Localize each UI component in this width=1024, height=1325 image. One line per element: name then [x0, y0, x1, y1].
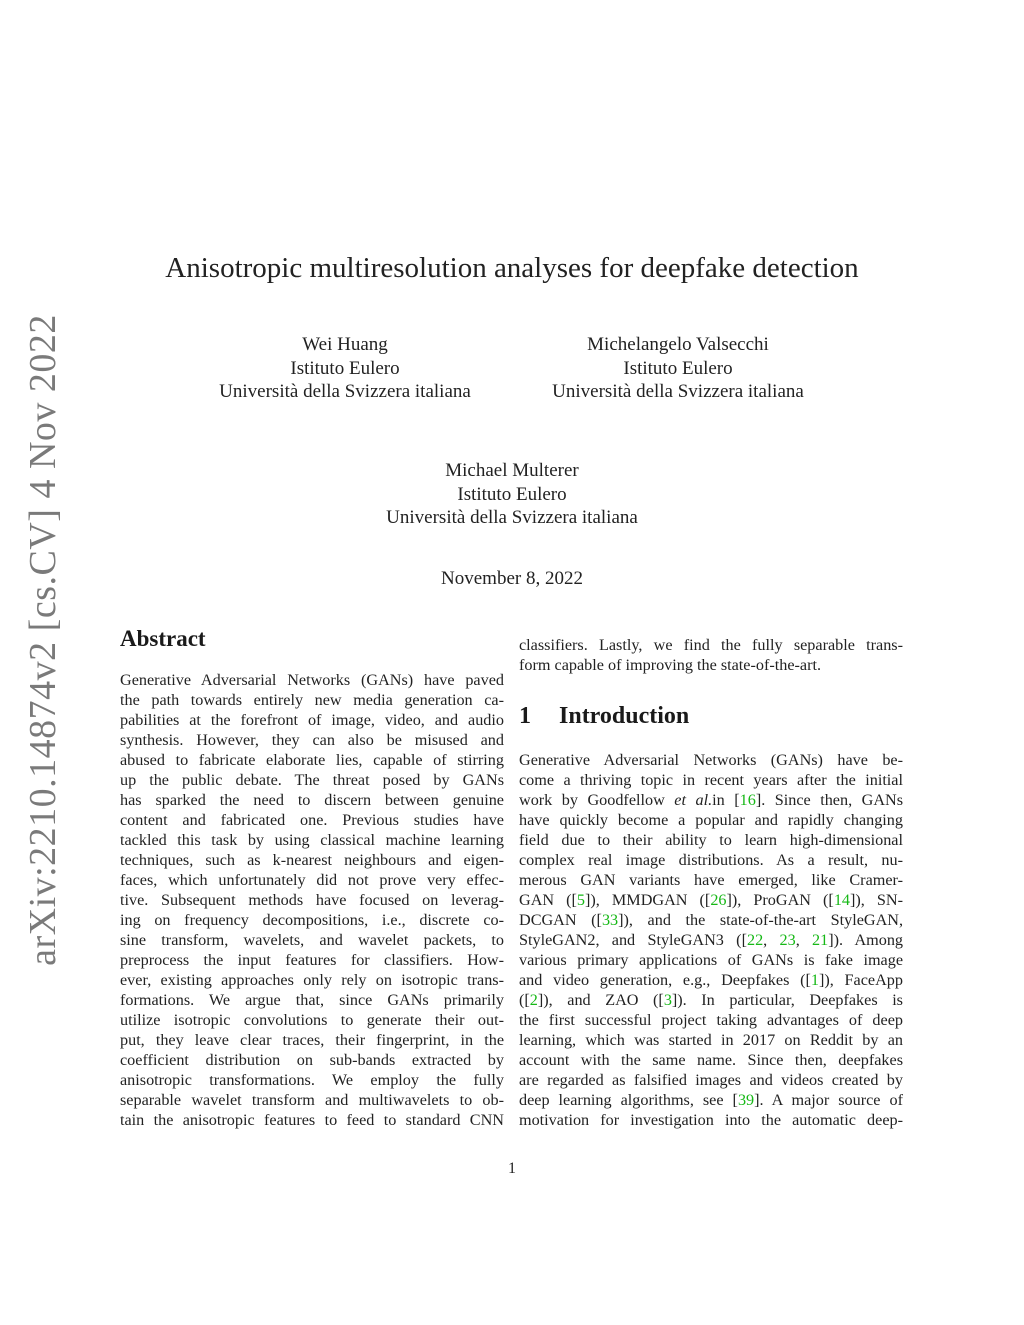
arxiv-identifier-stamp: arXiv:2210.14874v2 [cs.CV] 4 Nov 2022 — [22, 314, 64, 966]
author-block — [527, 333, 829, 404]
abstract-line: anisotropic transformations. We employ the fully — [120, 1071, 504, 1089]
citation-link[interactable]: 26 — [710, 891, 727, 909]
intro-line: are regarded as falsified images and videos created by — [519, 1071, 903, 1089]
abstract-line: techniques, such as k-nearest neighbours and eigen- — [120, 851, 504, 869]
intro-line: GAN ([5]), MMDGAN ([26]), ProGAN ([14]), SN- — [519, 891, 903, 909]
abstract-line: content and fabricated one. Previous studies have — [120, 811, 504, 829]
abstract-line: form capable of improving the state-of-the-art. — [519, 656, 822, 674]
citation-link[interactable]: 3 — [663, 991, 672, 1009]
abstract-line: tackled this task by using classical machine learning — [120, 831, 504, 849]
intro-line: field due to their ability to learn high-dimensional — [519, 831, 903, 849]
abstract-line: ever, existing approaches only rely on isotropic trans- — [120, 971, 504, 989]
introduction-body — [519, 750, 903, 1130]
abstract-line: synthesis. However, they can also be misused and — [120, 731, 504, 749]
abstract-line: up the public debate. The threat posed by GANs — [120, 771, 504, 789]
section-number: 1 — [519, 703, 531, 729]
abstract-line: formations. We argue that, since GANs primarily — [120, 991, 504, 1009]
abstract-line: preprocess the input features for classifiers. How- — [120, 951, 504, 969]
author-institute: Istituto Eulero — [623, 357, 733, 379]
intro-line: various primary applications of GANs is fake image — [519, 951, 903, 969]
author-institute: Istituto Eulero — [457, 483, 567, 505]
abstract-line: abused to fabricate elaborate lies, capable of stirring — [120, 751, 504, 769]
author-university: Università della Svizzera italiana — [552, 381, 804, 402]
intro-line: StyleGAN2, and StyleGAN3 ([22, 23, 21]). Among — [519, 931, 904, 949]
author-name: Michelangelo Valsecchi — [587, 334, 769, 355]
intro-line: merous GAN variants have emerged, like Cramer- — [519, 871, 903, 889]
abstract-line: pabilities at the forefront of image, video, and audio — [120, 711, 504, 729]
abstract-line: sine transform, wavelets, and wavelet packets, to — [120, 931, 504, 949]
abstract-line: put, they leave clear traces, their fingerprint, in the — [120, 1031, 504, 1049]
abstract-line: classifiers. Lastly, we find the fully separable trans- — [519, 636, 903, 654]
intro-line: deep learning algorithms, see [39]. A major source of — [519, 1091, 903, 1109]
page-number: 1 — [508, 1160, 516, 1177]
section-heading-introduction — [519, 703, 689, 730]
intro-line: account with the same name. Since then, deepfakes — [519, 1051, 903, 1069]
abstract-continuation — [519, 635, 903, 675]
citation-link[interactable]: 1 — [810, 971, 819, 989]
citation-link[interactable]: 14 — [833, 891, 850, 909]
abstract-line: tive. Subsequent methods have focused on leverag- — [120, 891, 504, 909]
abstract-line: utilize isotropic convolutions to generate their out- — [120, 1011, 504, 1029]
intro-line: and video generation, e.g., Deepfakes ([1]), FaceApp — [519, 971, 903, 989]
citation-link[interactable]: 5 — [576, 891, 586, 909]
author-name: Wei Huang — [302, 334, 388, 355]
citation-link[interactable]: 22 — [746, 931, 764, 949]
paper-title: Anisotropic multiresolution analyses for deepfake detection — [165, 252, 859, 284]
intro-line: complex real image distributions. As a result, nu- — [519, 851, 903, 869]
abstract-line: Generative Adversarial Networks (GANs) have paved — [120, 671, 504, 689]
intro-line: the first successful project taking advantages of deep — [519, 1011, 903, 1029]
citation-link[interactable]: 39 — [737, 1091, 755, 1109]
author-block — [362, 459, 662, 530]
intro-line: have quickly become a popular and rapidly changing — [519, 811, 903, 829]
author-name: Michael Multerer — [445, 460, 579, 481]
intro-line: work by Goodfellow et al.in [16]. Since then, GANs — [519, 791, 904, 809]
abstract-heading: Abstract — [120, 626, 206, 651]
abstract-body — [120, 670, 504, 1130]
abstract-line: faces, which unfortunately did not prove very effec- — [120, 871, 504, 889]
publication-date: November 8, 2022 — [441, 568, 583, 589]
intro-line: motivation for investigation into the automatic deep- — [519, 1111, 903, 1129]
intro-line: learning, which was started in 2017 on Reddit by an — [519, 1031, 903, 1049]
abstract-line: tain the anisotropic features to feed to standard CNN — [120, 1111, 504, 1129]
citation-link[interactable]: 23 — [779, 931, 796, 949]
citation-link[interactable]: 21 — [812, 931, 829, 949]
abstract-line: coefficient distribution on sub-bands extracted by — [120, 1051, 504, 1069]
author-university: Università della Svizzera italiana — [219, 381, 471, 402]
author-institute: Istituto Eulero — [290, 357, 400, 379]
author-block — [195, 333, 495, 404]
abstract-line: has sparked the need to discern between genuine — [120, 791, 504, 809]
citation-link[interactable]: 2 — [529, 991, 538, 1009]
intro-line: DCGAN ([33]), and the state-of-the-art StyleGAN, — [519, 911, 904, 929]
intro-line: ([2]), and ZAO ([3]). In particular, Deepfakes is — [519, 991, 903, 1009]
citation-link[interactable]: 33 — [601, 911, 619, 929]
intro-line: Generative Adversarial Networks (GANs) have be- — [519, 751, 903, 769]
author-university: Università della Svizzera italiana — [386, 507, 638, 528]
abstract-line: separable wavelet transform and multiwavelets to ob- — [120, 1091, 504, 1109]
citation-link[interactable]: 16 — [739, 791, 756, 809]
abstract-line: the path towards entirely new media generation ca- — [120, 691, 504, 709]
section-title: Introduction — [559, 703, 690, 729]
intro-line: come a thriving topic in recent years after the initial — [519, 771, 903, 789]
abstract-line: ing on frequency decompositions, i.e., discrete co- — [120, 911, 504, 929]
